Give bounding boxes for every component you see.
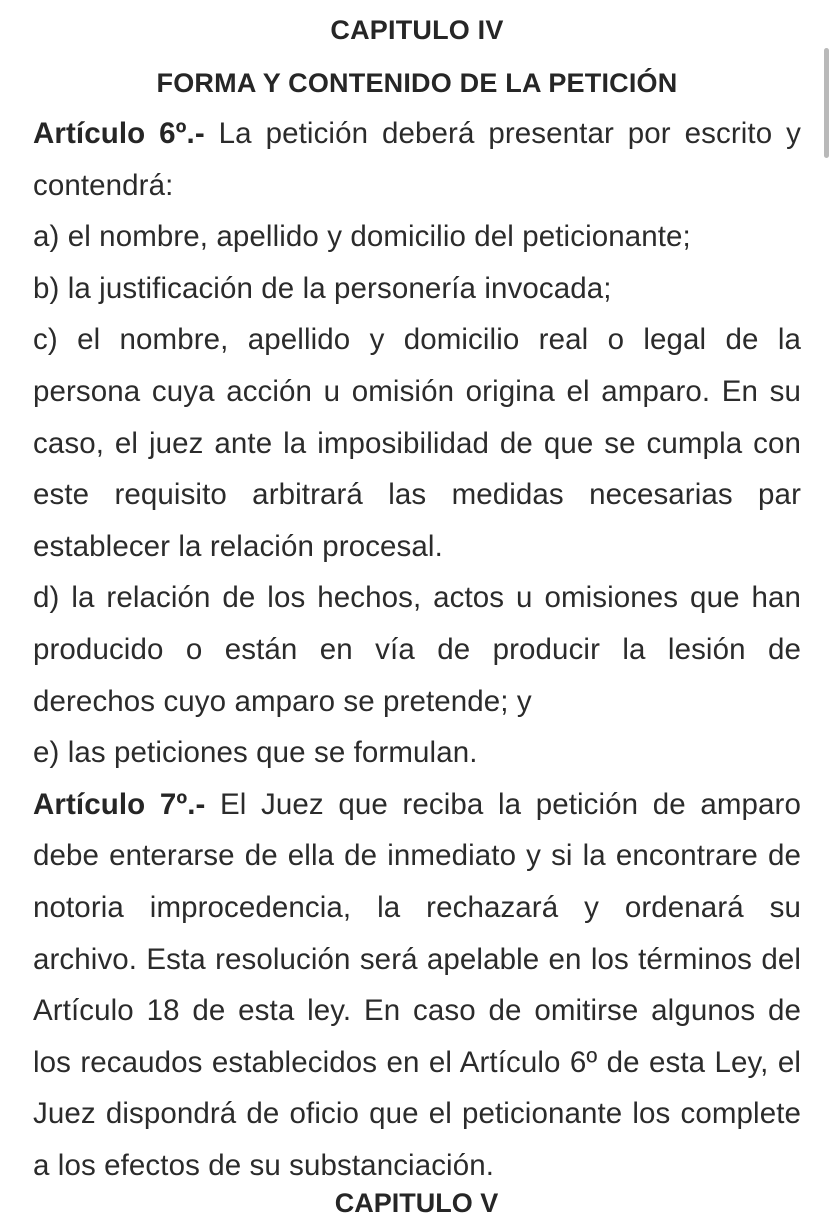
document-body	[33, 108, 801, 1191]
scrollbar[interactable]	[821, 0, 833, 1200]
article-6-paragraph	[33, 108, 801, 211]
article-7-text: El Juez que reciba la petición de amparo debe enterarse de ella de inmediato y si la encontrare de notoria improcedencia, la rechazará y ordenará su archivo. Esta resolución será apelable en los términos del Artículo 18 de esta ley. En caso de omitirse algunos de los recaudos establecidos en el Artículo 6º de esta Ley, el Juez dispondrá de oficio que el peticionante los complete a los efectos de su substanciación.	[33, 787, 801, 1182]
article-6-item-a: a) el nombre, apellido y domicilio del peticionante;	[33, 220, 691, 254]
article-7-paragraph	[33, 779, 801, 1192]
next-chapter-heading: CAPITULO V	[334, 1188, 499, 1218]
chapter-heading: CAPITULO IV	[330, 15, 504, 45]
article-6-item-d: d) la relación de los hechos, actos u omisiones que han producido o están en vía de producir la lesión de derechos cuyo amparo se pretende; y	[33, 581, 801, 718]
article-7-label: Artículo 7º.-	[33, 787, 206, 821]
article-6-item-c: c) el nombre, apellido y domicilio real o legal de la persona cuya acción u omisión origina el amparo. En su caso, el juez ante la imposibilidad de que se cumpla con este requisito arbitrará las medidas necesarias par establecer la relación procesal.	[33, 323, 801, 563]
article-6-item-e: e) las peticiones que se formulan.	[33, 736, 478, 770]
section-heading: FORMA Y CONTENIDO DE LA PETICIÓN	[156, 68, 678, 98]
document-page	[33, 0, 801, 1191]
article-6-item-b: b) la justificación de la personería invocada;	[33, 271, 612, 305]
scrollbar-thumb[interactable]	[824, 48, 829, 158]
article-6-label: Artículo 6º.-	[33, 117, 205, 150]
article-6-intro: La petición deberá presentar por escrito y contendrá:	[33, 117, 801, 202]
